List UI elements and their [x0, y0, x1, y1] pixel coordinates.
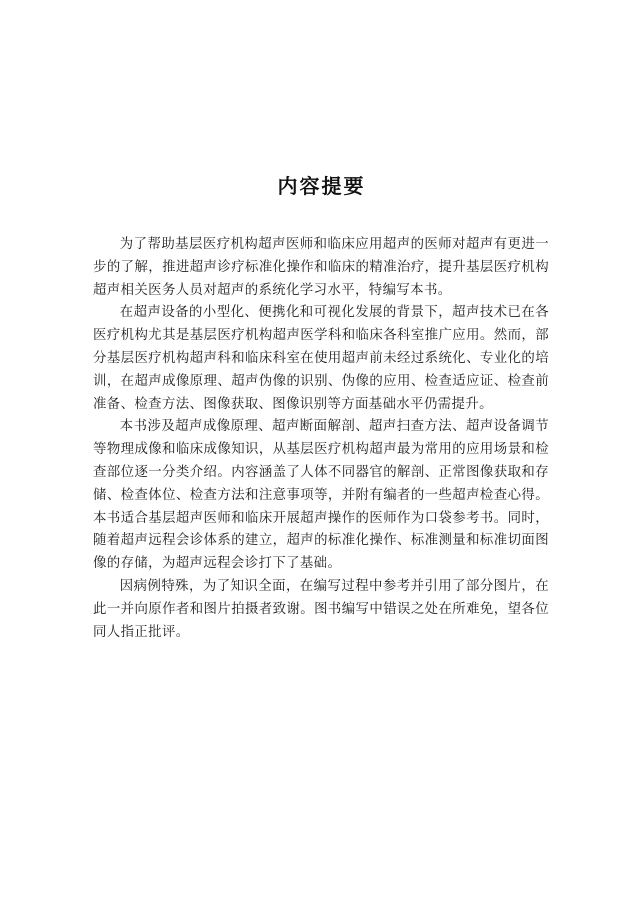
paragraph: 本书涉及超声成像原理、超声断面解剖、超声扫查方法、超声设备调节等物理成像和临床成像知识，从基层医疗机构超声最为常用的应用场景和检查部位逐一分类介绍。内容涵盖了人体不同器官的解剖、正常图像获取和存储、检查体位、检查方法和注意事项等，并附有编者的一些超声检查心得。本书适合基层超声医师和临床开展超声操作的医师作为口袋参考书。同时，随着超声远程会诊体系的建立，超声的标准化操作、标准测量和标准切面图像的存储，为超声远程会诊打下了基础。: [93, 419, 549, 572]
summary-body: [93, 234, 549, 644]
paragraph: 因病例特殊，为了知识全面，在编写过程中参考并引用了部分图片，在此一并向原作者和图片拍摄者致谢。图书编写中错误之处在所难免，望各位同人指正批评。: [93, 578, 549, 640]
paragraph: 为了帮助基层医疗机构超声医师和临床应用超声的医师对超声有更进一步的了解，推进超声诊疗标准化操作和临床的精准治疗，提升基层医疗机构超声相关医务人员对超声的系统化学习水平，特编写本书。: [93, 237, 549, 298]
paragraph: 在超声设备的小型化、便携化和可视化发展的背景下，超声技术已在各医疗机构尤其是基层医疗机构超声医学科和临床各科室推广应用。然而，部分基层医疗机构超声科和临床科室在使用超声前未经过系统化、专业化的培训，在超声成像原理、超声伪像的识别、伪像的应用、检查适应证、检查前准备、检查方法、图像获取、图像识别等方面基础水平仍需提升。: [93, 305, 549, 412]
page-title: 内容提要: [277, 174, 366, 198]
